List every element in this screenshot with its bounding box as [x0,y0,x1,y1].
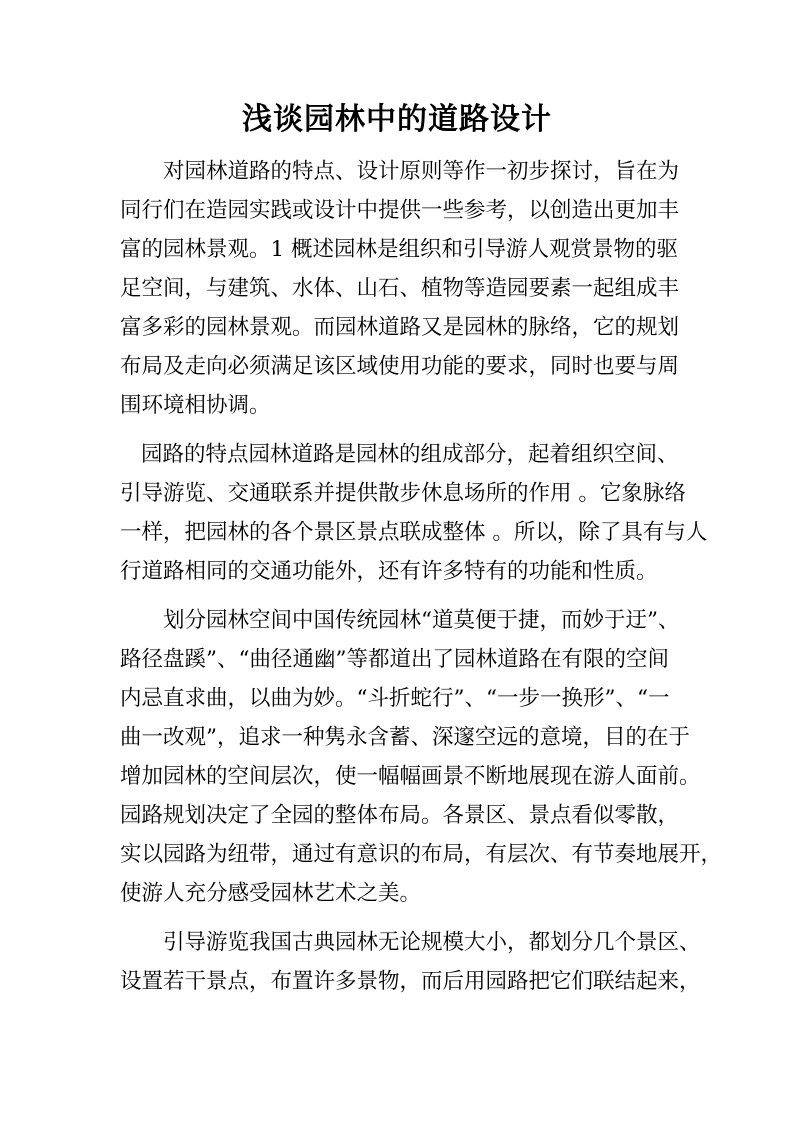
text-line-3: 富的园林景观。1 概述园林是组织和引导游人观赏景物的驱 [120,237,679,262]
text-line-17: 园路规划决定了全园的整体布局。各景区、景点看似零散， [120,803,680,828]
text-line-7: 围环境相协调。 [120,393,271,418]
text-line-14: 内忌直求曲，以曲为妙。“斗折蛇行”、“一步一换形”、“一 [120,686,670,711]
text-line-5: 富多彩的园林景观。而园林道路又是园林的脉络，它的规划 [120,315,680,340]
text-line-13: 路径盘蹊”、“曲径通幽”等都道出了园林道路在有限的空间 [120,647,669,672]
text-line-8: 园路的特点园林道路是园林的组成部分，起着组织空间、 [141,442,679,467]
text-line-19: 使游人充分感受园林艺术之美。 [120,881,422,906]
text-line-21: 设置若干景点，布置许多景物，而后用园路把它们联结起来， [120,969,701,994]
text-line-18: 实以园路为纽带，通过有意识的布局，有层次、有节奏地展开， [120,842,723,867]
text-line-20: 引导游览我国古典园林无论规模大小，都划分几个景区、 [163,930,701,955]
text-line-12: 划分园林空间中国传统园林“道莫便于捷，而妙于迂”、 [163,608,680,633]
text-line-16: 增加园林的空间层次，使一幅幅画景不断地展现在游人面前。 [120,764,701,789]
text-line-15: 曲一改观”，追求一种隽永含蓄、深邃空远的意境，目的在于 [120,725,690,750]
text-line-11: 行道路相同的交通功能外，还有许多特有的功能和性质。 [120,559,658,584]
text-line-10: 一样，把园林的各个景区景点联成整体 。所以，除了具有与人 [120,520,708,545]
text-line-4: 足空间，与建筑、水体、山石、植物等造园要素一起组成丰 [120,276,680,301]
text-line-6: 布局及走向必须满足该区域使用功能的要求，同时也要与周 [120,354,680,379]
text-line-2: 同行们在造园实践或设计中提供一些参考，以创造出更加丰 [120,198,680,223]
text-line-9: 引导游览、交通联系并提供散步休息场所的作用 。它象脉络 [120,481,686,506]
text-line-1: 对园林道路的特点、设计原则等作一初步探讨，旨在为 [163,159,680,184]
document-title: 浅谈园林中的道路设计 [242,102,552,137]
